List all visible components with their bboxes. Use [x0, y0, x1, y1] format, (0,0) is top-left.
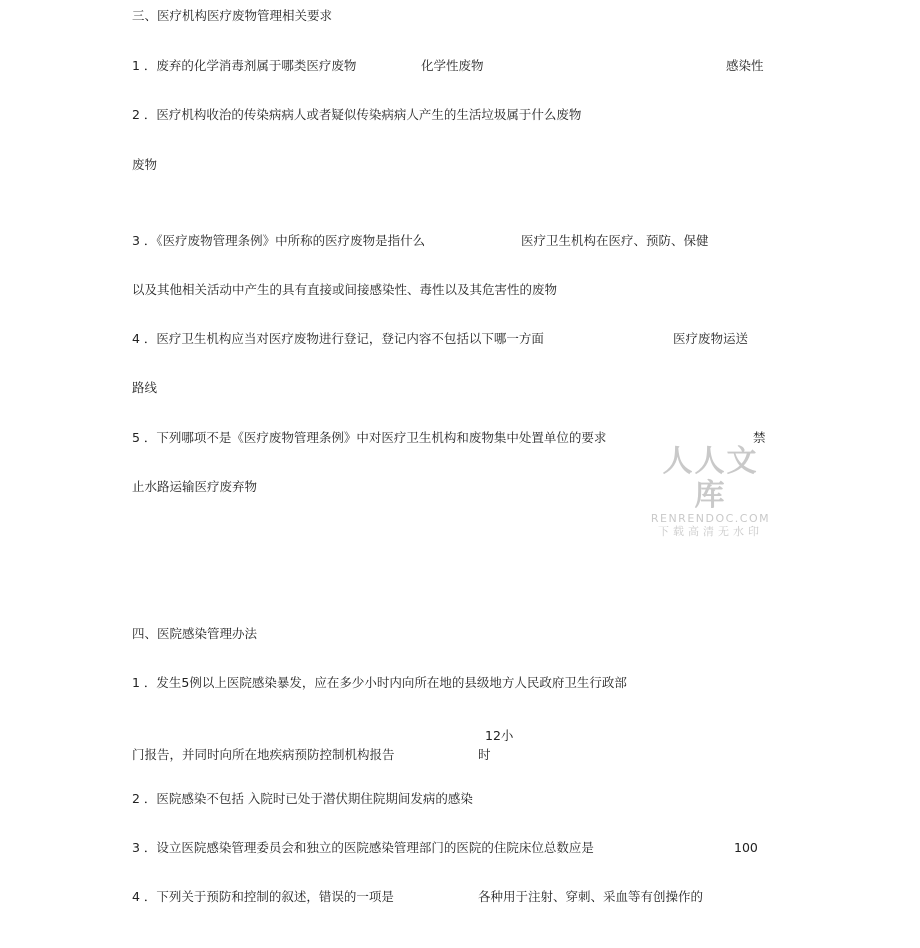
s4-q3-question: 3 ．设立医院感染管理委员会和独立的医院感染管理部门的医院的住院床位总数应是 — [132, 840, 594, 855]
watermark-main: 人人文库 — [662, 444, 759, 513]
s3-q2-question: 2 ．医疗机构收治的传染病病人或者疑似传染病病人产生的生活垃圾属于什么废物 — [132, 107, 582, 122]
s3-q2-answer: 废物 — [132, 157, 158, 172]
s3-q5-question: 5 ．下列哪项不是《医疗废物管理条例》中对医疗卫生机构和废物集中处置单位的要求 — [132, 430, 607, 445]
s3-q4-question: 4 ．医疗卫生机构应当对医疗废物进行登记，登记内容不包括以下哪一方面 — [132, 331, 544, 346]
s4-q2-question: 2 ．医院感染不包括 入院时已处于潜伏期住院期间发病的感染 — [132, 791, 473, 806]
s3-q3-answer-part2: 以及其他相关活动中产生的具有直接或间接感染性、毒性以及其危害性的废物 — [132, 282, 558, 297]
s3-q5-answer-part2: 止水路运输医疗废弃物 — [132, 479, 258, 494]
s4-q1-answer-part1: 12小 — [485, 728, 514, 743]
s3-q3-answer-part1: 医疗卫生机构在医疗、预防、保健 — [521, 233, 709, 248]
s4-q4-answer: 各种用于注射、穿刺、采血等有创操作的 — [478, 889, 704, 904]
s4-q3-answer: 100 — [734, 840, 758, 855]
s3-q1-answer: 化学性废物 — [421, 58, 484, 73]
s4-q1-question-part2: 门报告，并同时向所在地疾病预防控制机构报告 — [132, 747, 395, 762]
s4-q1-question-part1: 1 ．发生5例以上医院感染暴发，应在多少小时内向所在地的县级地方人民政府卫生行政部 — [132, 675, 627, 690]
s3-q3-question: 3 ．《医疗废物管理条例》中所称的医疗废物是指什么 — [132, 233, 426, 248]
s4-q1-answer-part2: 时 — [478, 747, 491, 762]
section-3-title: 三、医疗机构医疗废物管理相关要求 — [132, 8, 333, 23]
watermark-sub: 下载高清无水印 — [658, 525, 763, 538]
s3-q4-answer-part1: 医疗废物运送 — [673, 331, 749, 346]
s3-q1-extra: 感染性 — [726, 58, 764, 73]
section-4-title: 四、医院感染管理办法 — [132, 626, 258, 641]
s3-q1-question: 1 ．废弃的化学消毒剂属于哪类医疗废物 — [132, 58, 357, 73]
s3-q5-answer-part1: 禁 — [753, 430, 766, 445]
watermark-logo — [648, 445, 773, 539]
s3-q4-answer-part2: 路线 — [132, 380, 158, 395]
s4-q4-question: 4 ．下列关于预防和控制的叙述，错误的一项是 — [132, 889, 394, 904]
watermark-url: RENRENDOC.COM — [650, 512, 771, 525]
